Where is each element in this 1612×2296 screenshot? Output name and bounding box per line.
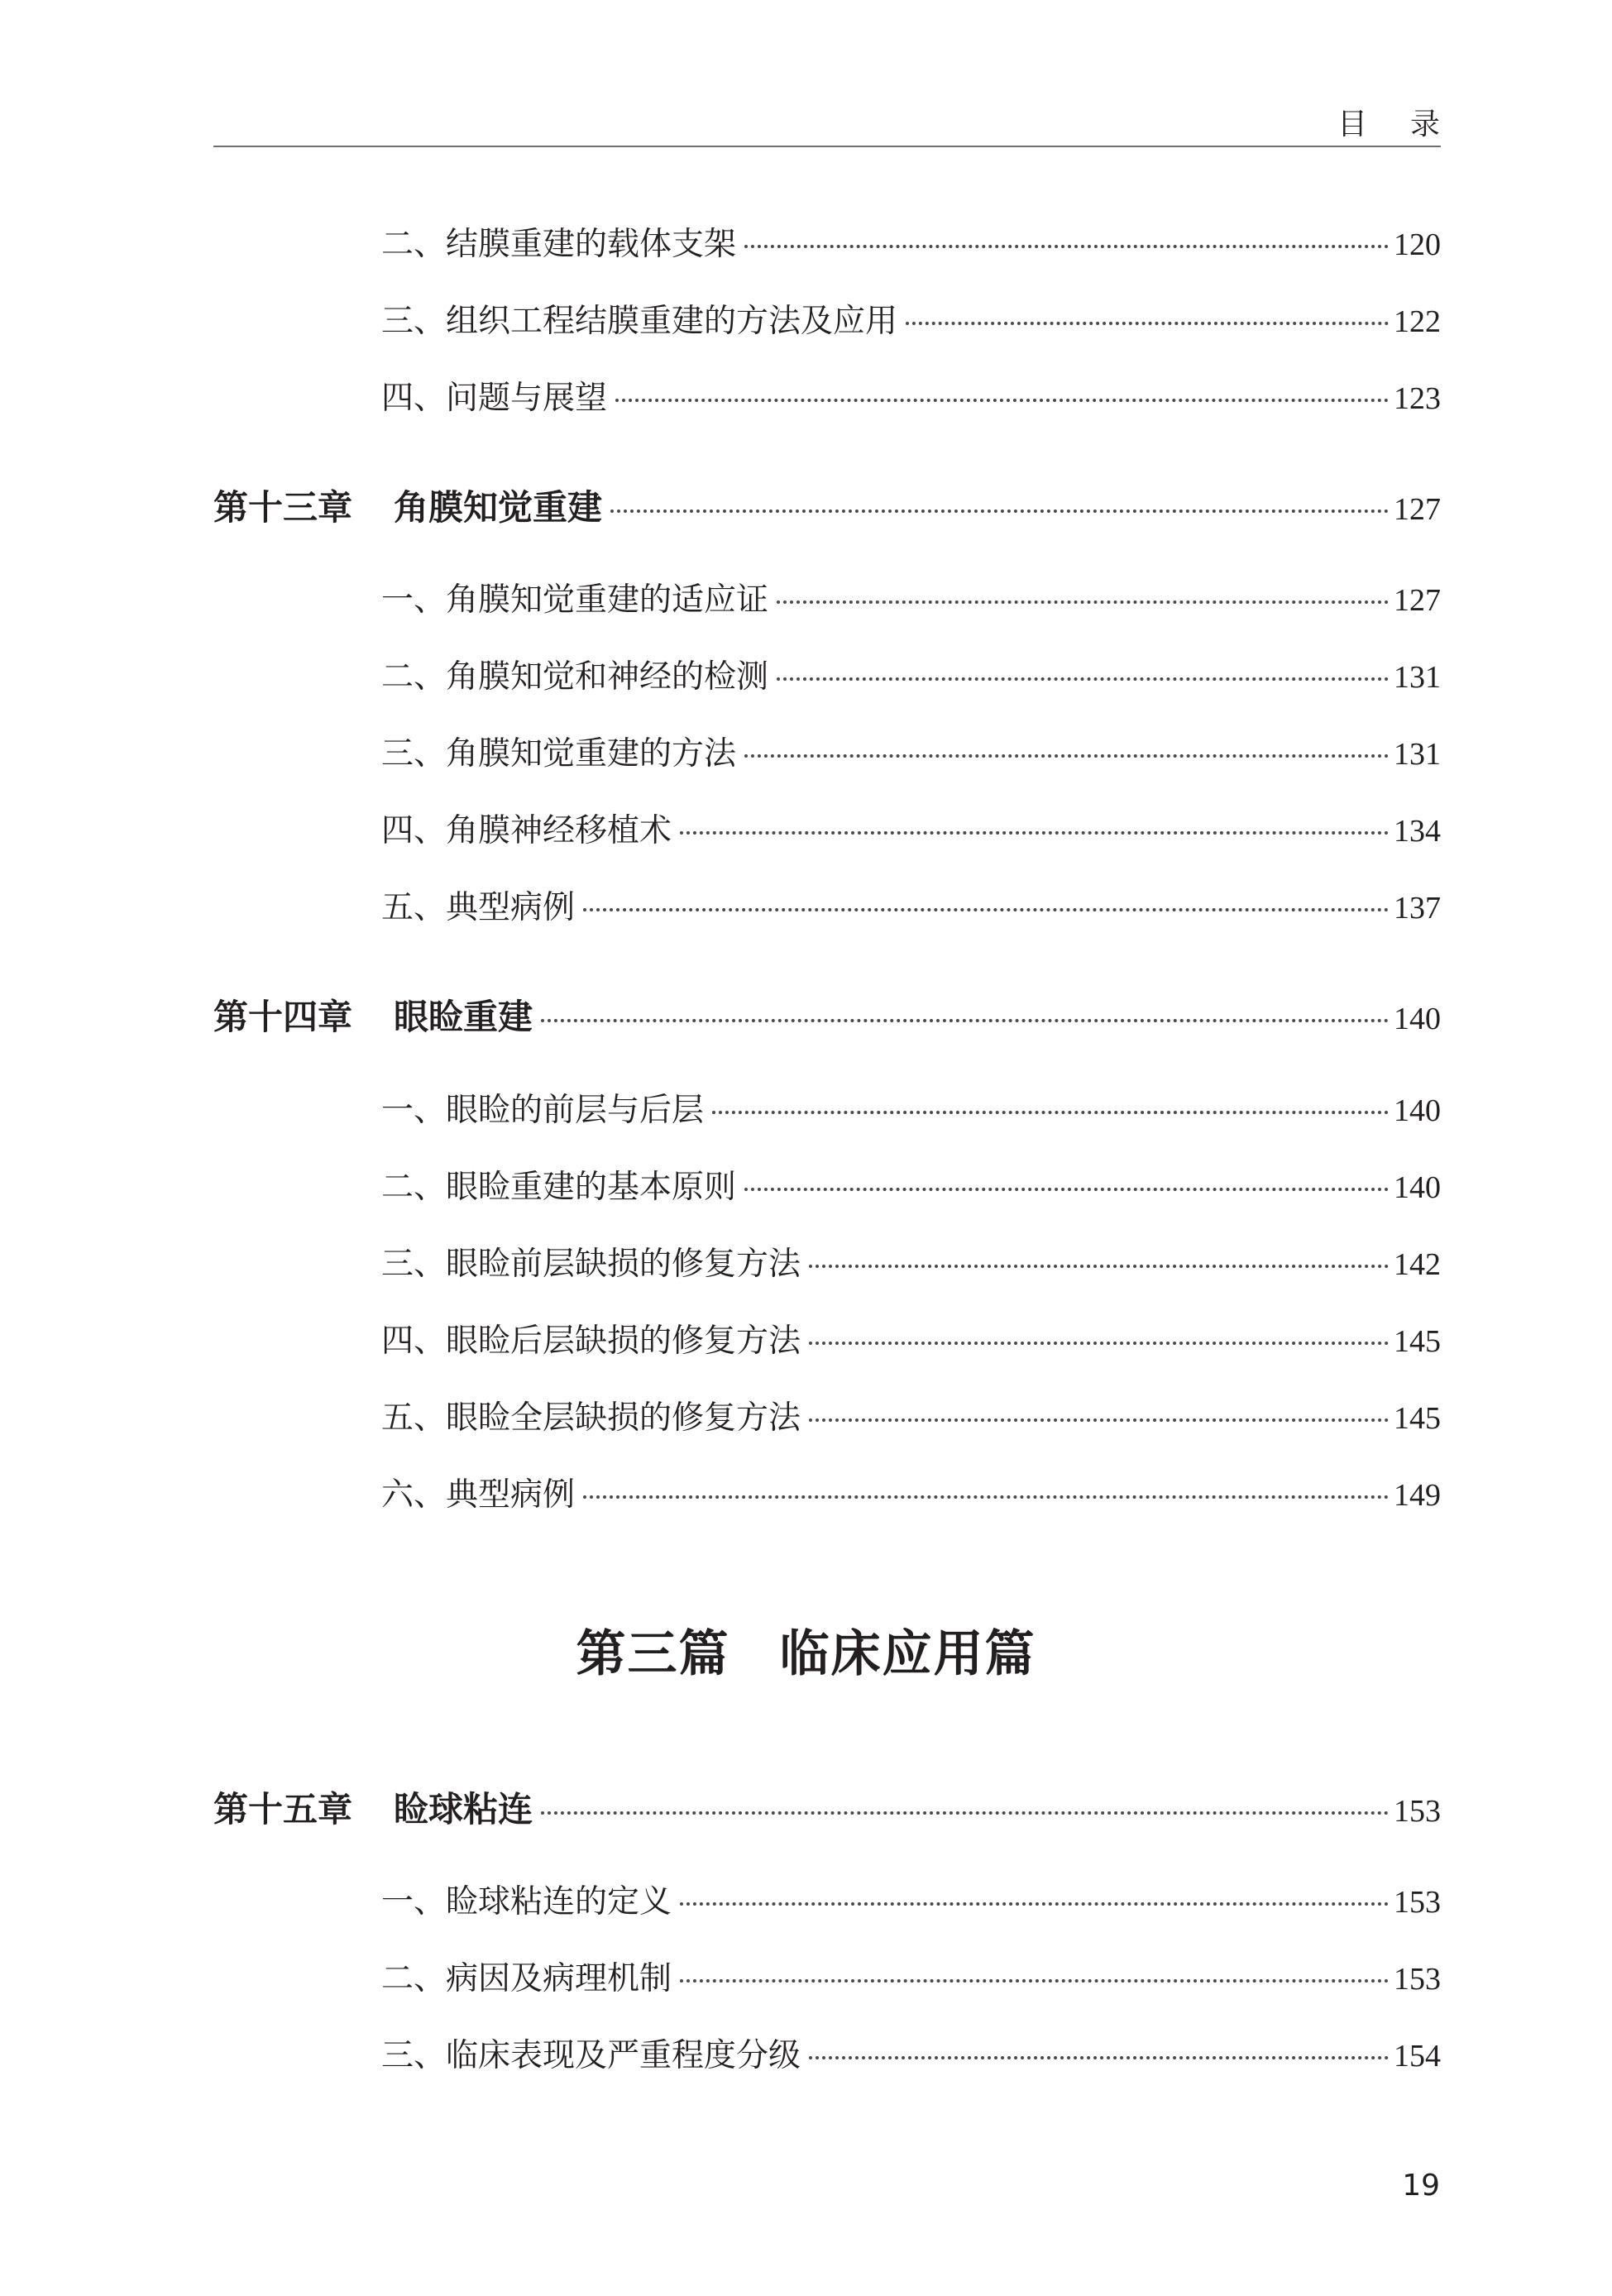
- dot-leader: [744, 245, 1389, 248]
- dot-leader: [583, 908, 1389, 911]
- dot-leader: [809, 2056, 1389, 2059]
- toc-entry-section[interactable]: [213, 1238, 1441, 1284]
- dot-leader: [744, 1188, 1389, 1191]
- dot-leader: [777, 677, 1389, 681]
- toc-entry-page: 145: [1394, 1401, 1441, 1436]
- toc-entry-section[interactable]: [213, 2030, 1441, 2076]
- toc-entry-label: 六、典型病例: [381, 1476, 576, 1514]
- chapter-number: 第十四章: [213, 997, 353, 1037]
- toc-entry-label: 二、病因及病理机制: [381, 1960, 672, 1997]
- toc-entry-section[interactable]: [213, 1392, 1441, 1438]
- toc-entry-label: 二、结膜重建的载体支架: [381, 226, 737, 263]
- toc-entry-label: 一、眼睑的前层与后层: [381, 1092, 705, 1129]
- toc-entry-page: 153: [1394, 1794, 1441, 1829]
- part-heading: [0, 1614, 1612, 1686]
- toc-entry-section[interactable]: [213, 882, 1441, 928]
- toc-entry-label: 二、眼睑重建的基本原则: [381, 1169, 737, 1206]
- toc-entry-page: 127: [1394, 492, 1441, 527]
- toc-entry-label: 五、眼睑全层缺损的修复方法: [381, 1399, 801, 1437]
- toc-entry-page: 137: [1394, 891, 1441, 926]
- toc-entry-section[interactable]: [213, 1953, 1441, 1999]
- toc-entry-page: 140: [1394, 1002, 1441, 1036]
- toc-entry-chapter[interactable]: [213, 990, 1441, 1040]
- toc-entry-section[interactable]: [213, 1084, 1441, 1131]
- toc-entry-label: 三、临床表现及严重程度分级: [381, 2037, 801, 2074]
- chapter-heading: [213, 1782, 533, 1832]
- toc-entry-page: 153: [1394, 1885, 1441, 1920]
- toc-entry-page: 134: [1394, 814, 1441, 849]
- toc-entry-page: 142: [1394, 1247, 1441, 1282]
- dot-leader: [712, 1111, 1389, 1114]
- dot-leader: [583, 1495, 1389, 1499]
- toc-entry-section[interactable]: [213, 1469, 1441, 1515]
- toc-entry-section[interactable]: [213, 805, 1441, 851]
- toc-entry-label: 一、睑球粘连的定义: [381, 1883, 672, 1921]
- toc-entry-label: 四、问题与展望: [381, 380, 608, 417]
- dot-leader: [809, 1418, 1389, 1422]
- toc-entry-section[interactable]: [213, 1876, 1441, 1922]
- toc-entry-section[interactable]: [213, 574, 1441, 620]
- toc-entry-section[interactable]: [213, 1161, 1441, 1208]
- toc-entry-page: 131: [1394, 660, 1441, 695]
- dot-leader: [809, 1342, 1389, 1345]
- chapter-title: 角膜知觉重建: [394, 487, 603, 528]
- header-rule: [213, 146, 1441, 147]
- dot-leader: [906, 322, 1389, 325]
- toc-entry-page: 127: [1394, 583, 1441, 618]
- dot-leader: [541, 1811, 1389, 1815]
- dot-leader: [680, 1979, 1389, 1983]
- toc-entry-label: 三、组织工程结膜重建的方法及应用: [381, 303, 898, 340]
- chapter-title: 眼睑重建: [394, 997, 533, 1037]
- toc-entry-page: 123: [1394, 381, 1441, 416]
- toc-entry-section[interactable]: [213, 372, 1441, 419]
- toc-entry-page: 140: [1394, 1093, 1441, 1128]
- chapter-number: 第十三章: [213, 487, 353, 528]
- page-number: 19: [1402, 2169, 1440, 2203]
- toc-entry-page: 122: [1394, 304, 1441, 339]
- toc-entry-page: 140: [1394, 1170, 1441, 1205]
- dot-leader: [680, 831, 1389, 835]
- toc-entry-label: 二、角膜知觉和神经的检测: [381, 658, 769, 696]
- toc-entry-page: 154: [1394, 2039, 1441, 2074]
- toc-entry-section[interactable]: [213, 651, 1441, 697]
- toc-entry-section[interactable]: [213, 218, 1441, 265]
- dot-leader: [610, 509, 1389, 513]
- chapter-heading: [213, 990, 533, 1040]
- chapter-heading: [213, 481, 602, 530]
- toc-entry-chapter[interactable]: [213, 1782, 1441, 1832]
- running-header-title: 目录: [1337, 108, 1483, 141]
- dot-leader: [809, 1265, 1389, 1268]
- dot-leader: [744, 754, 1389, 758]
- dot-leader: [680, 1902, 1389, 1906]
- toc-entry-label: 四、角膜神经移植术: [381, 812, 672, 849]
- toc-entry-section[interactable]: [213, 295, 1441, 342]
- chapter-number: 第十五章: [213, 1789, 353, 1830]
- toc-entry-label: 四、眼睑后层缺损的修复方法: [381, 1323, 801, 1360]
- toc-entry-chapter[interactable]: [213, 481, 1441, 530]
- dot-leader: [615, 399, 1389, 402]
- toc-entry-label: 一、角膜知觉重建的适应证: [381, 581, 769, 619]
- toc-entry-label: 三、眼睑前层缺损的修复方法: [381, 1246, 801, 1283]
- part-number: 第三篇: [576, 1625, 730, 1683]
- toc-entry-page: 145: [1394, 1324, 1441, 1359]
- toc-entry-page: 120: [1394, 227, 1441, 262]
- dot-leader: [541, 1019, 1389, 1022]
- part-title: 临床应用篇: [779, 1625, 1036, 1683]
- toc-entry-page: 149: [1394, 1478, 1441, 1513]
- toc-entry-section[interactable]: [213, 728, 1441, 774]
- toc-entry-label: 三、角膜知觉重建的方法: [381, 735, 737, 773]
- dot-leader: [777, 600, 1389, 604]
- toc-entry-page: 131: [1394, 737, 1441, 772]
- toc-entry-page: 153: [1394, 1962, 1441, 1997]
- chapter-title: 睑球粘连: [394, 1789, 533, 1830]
- toc-entry-section[interactable]: [213, 1315, 1441, 1361]
- toc-entry-label: 五、典型病例: [381, 889, 576, 926]
